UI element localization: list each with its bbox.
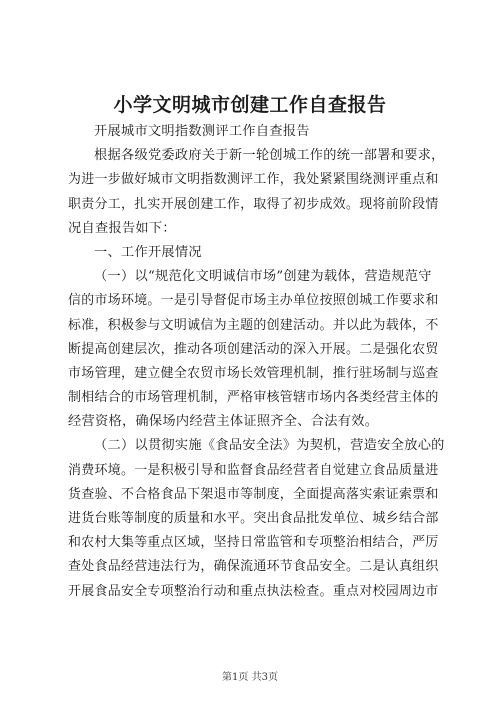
section-heading: 一、工作开展情况: [94, 244, 202, 260]
paragraph-line: 市场管理，建立健全农贸市场长效管理机制，推行驻场制与巡查: [68, 365, 439, 381]
document-body: [68, 120, 445, 604]
page-footer: 第1页 共3页: [222, 672, 278, 683]
paragraph-line: 查处食品经营违法行为，确保流通环节食品安全。二是认真组织: [68, 559, 439, 575]
subtitle-line: 开展城市文明指数测评工作自查报告: [94, 124, 310, 139]
paragraph-line: 职责分工，扎实开展创建工作，取得了初步成效。现将前阶段情: [68, 196, 439, 212]
document-title: 小学文明城市创建工作自查报告: [113, 94, 387, 116]
paragraph-line: 和农村大集等重点区域，坚持日常监管和专项整治相结合，严厉: [68, 535, 439, 551]
paragraph-line: 消费环境。一是积极引导和监督食品经营者自觉建立食品质量进: [68, 462, 439, 478]
paragraph-line: 根据各级党委政府关于新一轮创城工作的统一部署和要求，: [94, 148, 445, 164]
paragraph-line: 标准，积极参与文明诚信为主题的创建活动。并以此为载体，不: [68, 317, 439, 333]
paragraph-line: 货查验、不合格食品下架退市等制度，全面提高落实索证索票和: [68, 486, 439, 502]
paragraph-line: 断提高创建层次，推动各项创建活动的深入开展。二是强化农贸: [68, 341, 439, 357]
paragraph-line: （二）以贯彻实施《食品安全法》为契机，营造安全放心的: [94, 438, 445, 454]
paragraph-line: 信的市场环境。一是引导督促市场主办单位按照创城工作要求和: [68, 293, 439, 309]
paragraph-line: 况自查报告如下：: [68, 220, 176, 236]
paragraph-line: 制相结合的市场管理机制，严格审核管辖市场内各类经营主体的: [68, 390, 439, 406]
paragraph-line: （一）以“规范化文明诚信市场”创建为载体，营造规范守: [94, 269, 432, 285]
paragraph-line: 经营资格，确保场内经营主体证照齐全、合法有效。: [68, 414, 379, 430]
paragraph-line: 进货台账等制度的质量和水平。突出食品批发单位、城乡结合部: [68, 511, 439, 526]
paragraph-line: 为进一步做好城市文明指数测评工作，我处紧紧围绕测评重点和: [68, 172, 439, 188]
paragraph-line: 开展食品安全专项整治行动和重点执法检查。重点对校园周边市: [68, 583, 439, 599]
